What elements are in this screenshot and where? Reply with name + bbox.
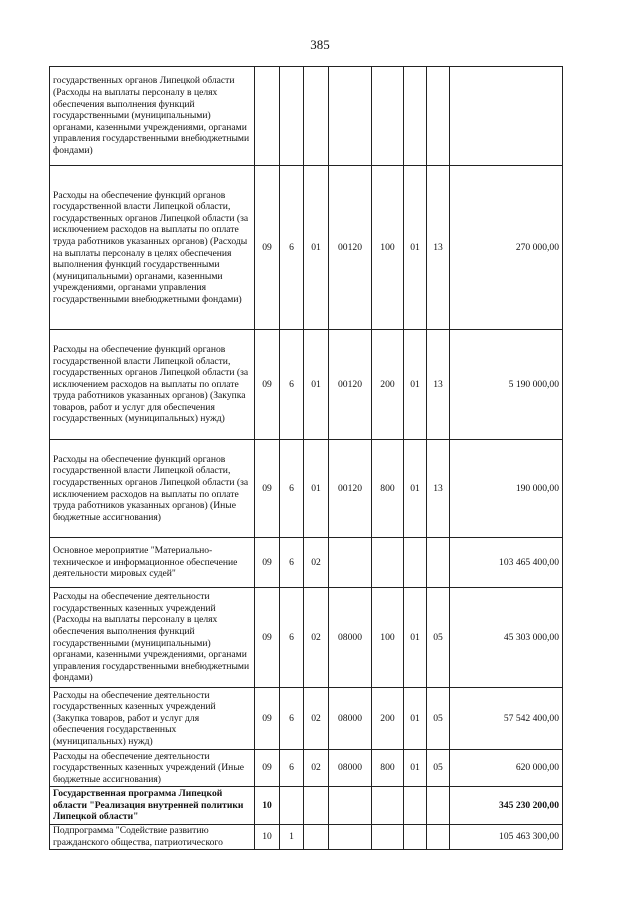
subsection-code	[427, 67, 450, 166]
direction-code: 00120	[329, 330, 372, 440]
direction-code	[329, 825, 372, 850]
direction-code: 00120	[329, 166, 372, 330]
activity-code	[304, 825, 329, 850]
subprogram-code	[280, 67, 304, 166]
amount: 5 190 000,00	[450, 330, 563, 440]
subprogram-code: 6	[280, 166, 304, 330]
activity-code: 02	[304, 750, 329, 787]
program-code: 09	[255, 440, 280, 538]
activity-code: 02	[304, 688, 329, 750]
direction-code: 08000	[329, 588, 372, 688]
amount: 105 463 300,00	[450, 825, 563, 850]
section-code	[404, 67, 427, 166]
table-row	[50, 67, 563, 166]
subprogram-code: 6	[280, 538, 304, 588]
direction-code: 00120	[329, 440, 372, 538]
row-description: Расходы на обеспечение функций органов государственной власти Липецкой области, государственных органов Липецкой области (за исключением расходов на выплаты по оплате труда работников указанных органов) (Закупка товаров, работ и услуг для обеспечения государственных (муниципальных) нужд)	[50, 330, 255, 440]
amount: 57 542 400,00	[450, 688, 563, 750]
subprogram-code	[280, 787, 304, 825]
section-code: 01	[404, 330, 427, 440]
program-code: 09	[255, 750, 280, 787]
table-row	[50, 825, 563, 850]
section-code	[404, 787, 427, 825]
subprogram-code: 6	[280, 330, 304, 440]
activity-code	[304, 787, 329, 825]
direction-code	[329, 538, 372, 588]
program-code: 09	[255, 166, 280, 330]
table-row	[50, 750, 563, 787]
expense-type-code: 100	[372, 588, 404, 688]
direction-code: 08000	[329, 750, 372, 787]
direction-code	[329, 67, 372, 166]
program-code: 09	[255, 688, 280, 750]
program-code: 09	[255, 330, 280, 440]
subsection-code: 05	[427, 688, 450, 750]
program-code: 09	[255, 538, 280, 588]
subprogram-code: 1	[280, 825, 304, 850]
program-code: 10	[255, 787, 280, 825]
table-row	[50, 787, 563, 825]
row-description: Расходы на обеспечение функций органов государственной власти Липецкой области, государственных органов Липецкой области (за исключением расходов на выплаты по оплате труда работников указанных органов) (Расходы на выплаты персоналу в целях обеспечения выполнения функций государственными (муниципальными) органами, казенными учреждениями, органами управления государственными внебюджетными фондами)	[50, 166, 255, 330]
direction-code: 08000	[329, 688, 372, 750]
row-description: Основное мероприятие "Материально-техническое и информационное обеспечение деятельности мировых судей"	[50, 538, 255, 588]
activity-code: 01	[304, 166, 329, 330]
table-row	[50, 588, 563, 688]
expense-type-code: 100	[372, 166, 404, 330]
subsection-code	[427, 825, 450, 850]
expense-type-code	[372, 67, 404, 166]
section-code	[404, 538, 427, 588]
row-description: Государственная программа Липецкой области "Реализация внутренней политики Липецкой области"	[50, 787, 255, 825]
row-description: Расходы на обеспечение функций органов государственной власти Липецкой области, государственных органов Липецкой области (за исключением расходов на выплаты по оплате труда работников указанных органов) (Иные бюджетные ассигнования)	[50, 440, 255, 538]
expense-type-code: 200	[372, 688, 404, 750]
activity-code: 02	[304, 588, 329, 688]
direction-code	[329, 787, 372, 825]
section-code: 01	[404, 166, 427, 330]
page-number: 385	[310, 37, 330, 52]
amount: 620 000,00	[450, 750, 563, 787]
row-description: Расходы на обеспечение деятельности государственных казенных учреждений (Иные бюджетные ассигнования)	[50, 750, 255, 787]
subsection-code: 05	[427, 750, 450, 787]
activity-code: 01	[304, 330, 329, 440]
amount: 190 000,00	[450, 440, 563, 538]
expense-type-code	[372, 538, 404, 588]
expense-type-code: 800	[372, 440, 404, 538]
subsection-code: 13	[427, 166, 450, 330]
subsection-code	[427, 538, 450, 588]
amount: 103 465 400,00	[450, 538, 563, 588]
subprogram-code: 6	[280, 688, 304, 750]
subprogram-code: 6	[280, 440, 304, 538]
program-code	[255, 67, 280, 166]
row-description: Расходы на обеспечение деятельности государственных казенных учреждений (Расходы на выплаты персоналу в целях обеспечения выполнения функций государственными (муниципальными) органами, казенными учреждениями, органами управления государственными внебюджетными фондами)	[50, 588, 255, 688]
subprogram-code: 6	[280, 588, 304, 688]
expense-type-code	[372, 787, 404, 825]
subsection-code: 13	[427, 330, 450, 440]
section-code: 01	[404, 440, 427, 538]
program-code: 10	[255, 825, 280, 850]
table-row	[50, 538, 563, 588]
table-row	[50, 166, 563, 330]
activity-code: 01	[304, 440, 329, 538]
table-row	[50, 688, 563, 750]
subsection-code: 05	[427, 588, 450, 688]
row-description: государственных органов Липецкой области (Расходы на выплаты персоналу в целях обеспечения выполнения функций государственными (муниципальными) органами, казенными учреждениями, органами управления государственными внебюджетными фондами)	[50, 67, 255, 166]
section-code: 01	[404, 750, 427, 787]
expense-type-code: 800	[372, 750, 404, 787]
activity-code: 02	[304, 538, 329, 588]
subprogram-code: 6	[280, 750, 304, 787]
section-code: 01	[404, 588, 427, 688]
section-code	[404, 825, 427, 850]
expense-type-code	[372, 825, 404, 850]
table-row	[50, 330, 563, 440]
program-code: 09	[255, 588, 280, 688]
amount: 45 303 000,00	[450, 588, 563, 688]
section-code: 01	[404, 688, 427, 750]
subsection-code: 13	[427, 440, 450, 538]
amount	[450, 67, 563, 166]
expense-type-code: 200	[372, 330, 404, 440]
activity-code	[304, 67, 329, 166]
amount: 270 000,00	[450, 166, 563, 330]
subsection-code	[427, 787, 450, 825]
row-description: Подпрограмма "Содействие развитию гражданского общества, патриотического	[50, 825, 255, 850]
table-row	[50, 440, 563, 538]
amount: 345 230 200,00	[450, 787, 563, 825]
budget-table	[49, 66, 563, 850]
row-description: Расходы на обеспечение деятельности государственных казенных учреждений (Закупка товаров, работ и услуг для обеспечения государственных (муниципальных) нужд)	[50, 688, 255, 750]
